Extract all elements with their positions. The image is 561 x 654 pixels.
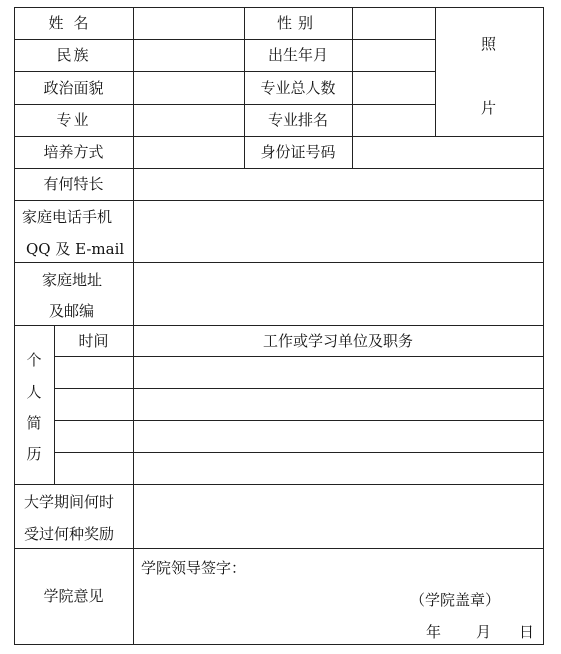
id-label-cell [244,136,352,168]
resume-unit-cell[interactable] [134,357,543,388]
training-value-cell[interactable] [134,137,244,168]
resume-time-cell[interactable] [55,389,133,420]
date-month-label: 月 [476,623,492,641]
ethnicity-label: 民族 [56,46,91,64]
training-label-cell [14,136,133,168]
resume-char-4: 历 [26,445,42,463]
resume-time-cell[interactable] [55,357,133,388]
major-rank-value-cell[interactable] [353,105,435,136]
address-label-line1: 家庭地址 [42,271,103,289]
address-label-cell [14,262,133,325]
table-border-right [543,7,544,645]
resume-unit-cell[interactable] [134,421,543,452]
specialty-label-cell [14,168,133,200]
photo-label-bottom: 片 [481,99,497,117]
gender-label: 性别 [276,14,319,32]
date-day-label: 日 [519,623,535,641]
major-total-label-cell [244,71,352,104]
resume-unit-header-cell [133,325,543,356]
birth-label: 出生年月 [267,46,328,64]
major-rank-label: 专业排名 [267,111,328,129]
address-label-line2: 及邮编 [49,302,95,320]
table-border-bottom [14,644,544,645]
major-total-label: 专业总人数 [260,78,336,97]
awards-value-cell[interactable] [134,485,543,548]
birth-value-cell[interactable] [353,40,435,71]
ethnicity-label-cell [14,39,133,71]
resume-unit-cell[interactable] [134,453,543,484]
resume-time-cell[interactable] [55,453,133,484]
resume-unit-header: 工作或学习单位及职务 [262,331,413,350]
resume-char-3: 简 [26,414,42,432]
major-label: 专业 [56,111,91,129]
resume-unit-cell[interactable] [134,389,543,420]
birth-label-cell [244,39,352,71]
resume-time-cell[interactable] [55,421,133,452]
address-value-cell[interactable] [134,263,543,325]
college-opinion-cell[interactable] [134,549,543,644]
contact-value-cell[interactable] [134,201,543,262]
ethnicity-value-cell[interactable] [134,40,244,71]
id-value-cell[interactable] [353,137,543,168]
contact-label-line2: QQ 及 E-mail [26,240,125,258]
name-label-cell [14,7,133,39]
political-label-cell [14,71,133,104]
photo-cell[interactable] [436,8,543,136]
major-total-value-cell[interactable] [353,72,435,104]
resume-time-header: 时间 [78,331,109,350]
leader-sign-label: 学院领导签字： [141,559,247,577]
major-value-cell[interactable] [134,105,244,136]
contact-label-cell [14,200,133,262]
specialty-value-cell[interactable] [134,169,543,200]
date-year-label: 年 [426,623,442,641]
college-opinion-label-cell [14,548,133,644]
resume-char-1: 个 [26,351,42,369]
awards-label-cell [14,484,133,548]
name-label: 姓名 [48,14,99,32]
political-value-cell[interactable] [134,72,244,104]
college-stamp-label: （学院盖章） [410,591,501,609]
training-label: 培养方式 [43,143,104,161]
name-value-cell[interactable] [134,8,244,39]
contact-label-line1: 家庭电话手机 [22,208,113,226]
id-label: 身份证号码 [260,143,336,161]
major-label-cell [14,104,133,136]
college-opinion-label: 学院意见 [43,587,104,605]
gender-label-cell [244,7,352,39]
political-label: 政治面貌 [43,78,104,97]
awards-label-line1: 大学期间何时 [24,493,115,511]
resume-char-2: 人 [26,383,42,401]
awards-label-line2: 受过何种奖励 [24,525,115,543]
resume-time-header-cell [54,325,133,356]
major-rank-label-cell [244,104,352,136]
specialty-label: 有何特长 [43,175,104,193]
gender-value-cell[interactable] [353,8,435,39]
photo-label-top: 照 [481,35,497,53]
